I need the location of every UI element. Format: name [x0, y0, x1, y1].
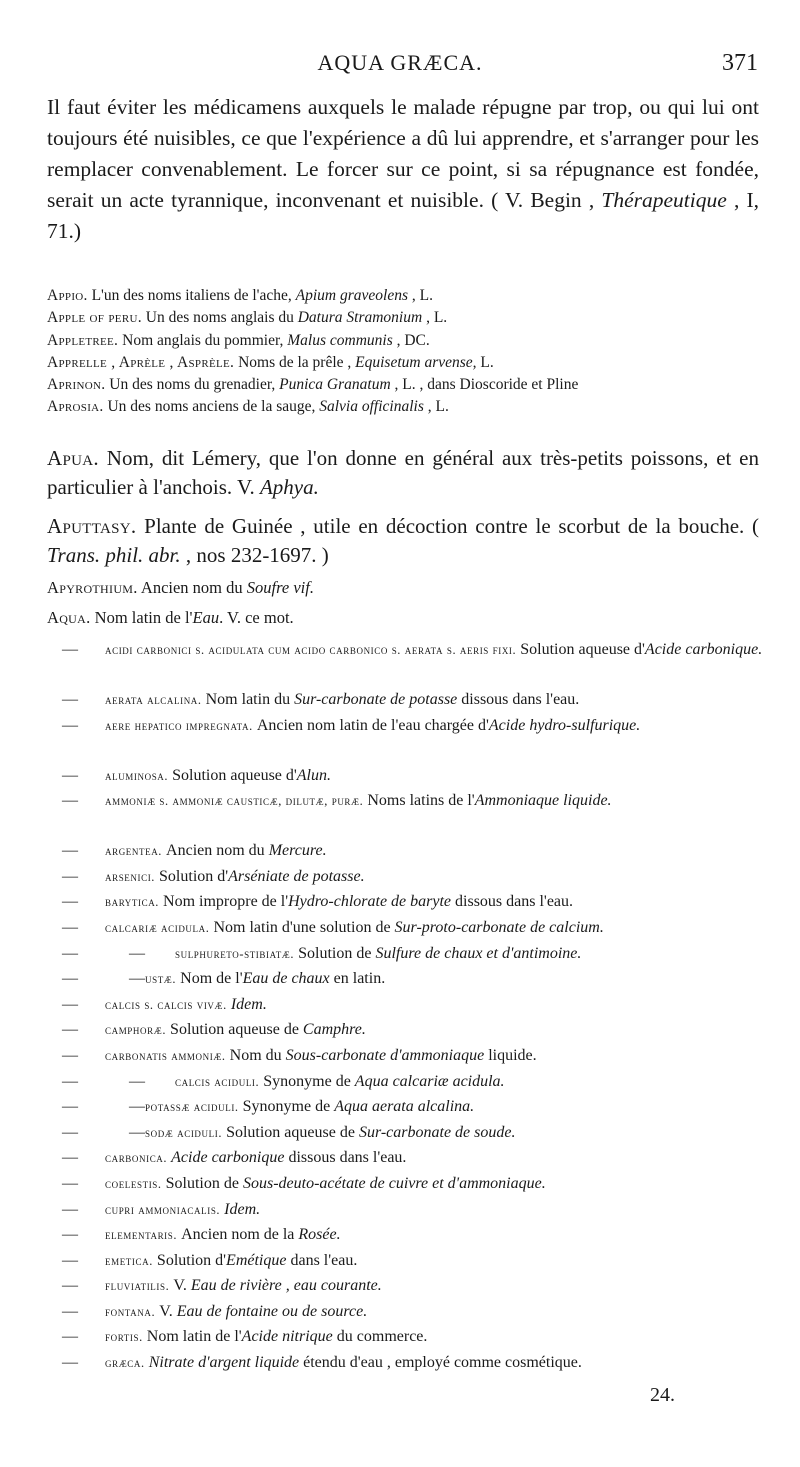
- sub-entry-pre: Ancien nom latin de l'eau chargée d': [256, 716, 489, 734]
- sub-entry-keyword: græca.: [105, 1356, 145, 1371]
- entry-post: , DC.: [396, 331, 430, 349]
- entry-head: Aqua.: [47, 608, 91, 627]
- sub-entry-pre: Solution de: [298, 944, 372, 962]
- sub-entry-post: en latin.: [333, 970, 386, 988]
- sub-entry-text: [105, 992, 767, 1016]
- sub-entry-keyword: barytica.: [105, 895, 160, 910]
- dash-mark: —: [62, 1021, 78, 1039]
- sub-entry-italic: Eau de rivière , eau courante.: [190, 1277, 382, 1295]
- sub-entry-italic: Aqua aerata alcalina.: [334, 1098, 475, 1116]
- sub-entry-italic: Mercure.: [268, 842, 327, 860]
- sub-entry-post: du commerce.: [336, 1328, 428, 1346]
- sub-entry-text: [145, 1094, 767, 1118]
- sub-entry-text: [105, 788, 767, 812]
- dash-mark: —: [62, 1174, 78, 1192]
- entry-italic: Soufre vif.: [246, 578, 314, 597]
- sub-entry-keyword: aere hepatico impregnata.: [105, 718, 253, 733]
- dash-mark: —: [129, 1098, 145, 1116]
- sub-entry-text: [105, 1043, 767, 1067]
- entry-head: Apua.: [47, 446, 99, 470]
- sub-entry-text: [105, 1248, 767, 1272]
- sub-entry-italic: Eau de fontaine ou de source.: [176, 1302, 368, 1320]
- dash-mark: —: [62, 716, 78, 734]
- sub-entry: [47, 915, 767, 941]
- running-title: AQUA GRÆCA.: [317, 50, 483, 75]
- entry-italic: Salvia officinalis: [319, 398, 424, 416]
- sub-entry-keyword: argentea.: [105, 844, 163, 859]
- sub-entry-keyword: calcis s. calcis vivæ.: [105, 997, 227, 1012]
- sub-entry: [47, 1145, 767, 1171]
- sub-entry-keyword: potassæ aciduli.: [145, 1100, 239, 1115]
- sub-entry: [47, 1350, 767, 1376]
- dash-mark: —: [62, 1328, 78, 1346]
- entry-head: Apyrothium.: [47, 578, 138, 597]
- sub-entry: [47, 966, 767, 992]
- sub-entry-keyword: calcariæ acidula.: [105, 920, 210, 935]
- sub-entry: [47, 1171, 767, 1197]
- entry-aqua: [47, 607, 759, 629]
- sub-entry-text: [105, 889, 767, 913]
- sub-entry-text: [105, 1350, 767, 1374]
- entry-italic: Trans. phil. abr.: [47, 543, 181, 567]
- sub-entry-post: étendu d'eau , employé comme cosmétique.: [303, 1354, 582, 1372]
- entry-italic: Aphya.: [259, 475, 319, 499]
- sub-entry-italic: Arséniate de potasse.: [228, 867, 365, 885]
- entry-head: Apple of peru.: [47, 309, 142, 327]
- sub-entry-post: dissous dans l'eau.: [288, 1149, 407, 1167]
- sub-entry-keyword: carbonatis ammoniæ.: [105, 1048, 226, 1063]
- sub-entry: [47, 713, 767, 763]
- entry-text: Un des noms anciens de la sauge,: [107, 398, 316, 416]
- sub-entry-text: [105, 1197, 767, 1221]
- sub-entry: [47, 1324, 767, 1350]
- sub-entry-italic: Aqua calcariæ acidula.: [354, 1072, 505, 1090]
- entry-italic: Punica Granatum: [279, 376, 391, 394]
- entry-italic: Equisetum arvense,: [355, 353, 477, 371]
- sub-entry-post: dissous dans l'eau.: [461, 691, 580, 708]
- entry-post: . V. ce mot.: [219, 608, 294, 627]
- sub-entry-text: [105, 1017, 767, 1041]
- small-entries: [47, 285, 759, 419]
- intro-ref-tail: , I, 71.): [47, 188, 760, 243]
- sub-entry-italic: Camphre.: [302, 1021, 366, 1039]
- entry-head: Aputtasy.: [47, 514, 137, 538]
- sub-entry-italic: Sur-carbonate de soude.: [358, 1123, 516, 1141]
- sub-entry-pre: Nom latin du: [205, 691, 291, 708]
- intro-ref-italic: Thérapeutique: [601, 188, 727, 212]
- entry-italic: Eau: [192, 608, 220, 627]
- sub-entry-text: [105, 1299, 767, 1323]
- sub-entry-text: [105, 1145, 767, 1169]
- sub-entry-text: [175, 941, 767, 965]
- dash-mark: —: [62, 691, 78, 708]
- dash-mark: —: [62, 970, 78, 988]
- sub-entry-italic: Alun.: [296, 766, 331, 784]
- entry-apprelle: [47, 352, 759, 374]
- entry-apyrothium: [47, 577, 759, 599]
- entry-text: Noms de la prêle ,: [238, 353, 352, 371]
- sub-entry-post: dissous dans l'eau.: [455, 893, 574, 911]
- dash-mark: —: [129, 970, 145, 988]
- sub-entry-italic: Acide carbonique: [171, 1149, 285, 1167]
- sub-entry-italic: Sous-deuto-acétate de cuivre et d'ammoniaque.: [242, 1174, 546, 1192]
- sub-entry-text: [105, 687, 767, 711]
- dash-mark: —: [62, 1277, 78, 1295]
- sub-entry-pre: Noms latins de l': [367, 792, 475, 810]
- dash-mark: —: [62, 1302, 78, 1320]
- sub-entry: [47, 1273, 767, 1299]
- sub-entry: [47, 1094, 767, 1120]
- sub-entry-text: [105, 1222, 767, 1246]
- sub-entry-pre: Ancien nom de la: [181, 1226, 295, 1244]
- sub-entry-pre: Solution aqueuse d': [172, 766, 297, 784]
- entry-italic: Malus communis: [287, 331, 393, 349]
- sub-entry-pre: Solution aqueuse de: [226, 1123, 355, 1141]
- entry-head: Appio.: [47, 287, 88, 304]
- entry-text: L'un des noms italiens de l'ache,: [91, 287, 292, 304]
- sub-entry-pre: Nom latin d'une solution de: [213, 918, 391, 936]
- entry-post: , L.: [411, 287, 433, 304]
- entry-text: Nom, dit Lémery, que l'on donne en général aux très-petits poissons, et en particulier à l'anchois. V.: [47, 446, 760, 499]
- sub-entry-keyword: calcis aciduli.: [175, 1074, 260, 1089]
- sub-entry-keyword: aluminosa.: [105, 768, 169, 783]
- sub-entry: [47, 1222, 767, 1248]
- sub-entry: [47, 763, 767, 789]
- sub-entry-pre: Solution aqueuse de: [170, 1021, 299, 1039]
- entry-apua: [47, 444, 759, 502]
- entry-text: Plante de Guinée , utile en décoction contre le scorbut de la bouche. (: [144, 514, 759, 538]
- sub-entry-text: [105, 1273, 767, 1297]
- sub-entry: [47, 637, 767, 687]
- sub-entry: [47, 838, 767, 864]
- sub-entry-keyword: sodæ aciduli.: [145, 1125, 223, 1140]
- sub-entry-keyword: camphoræ.: [105, 1023, 167, 1038]
- dash-mark: —: [62, 842, 78, 860]
- dash-mark: —: [62, 1354, 78, 1372]
- sub-entry-text: [105, 763, 767, 787]
- sub-entry-keyword: carbonica.: [105, 1151, 168, 1166]
- dash-mark: —: [62, 766, 78, 784]
- dash-mark: —: [62, 867, 78, 885]
- sub-entry-text: [105, 838, 767, 862]
- sub-entry-keyword: emetica.: [105, 1253, 153, 1268]
- entry-aputtasy: [47, 512, 759, 570]
- sub-entry-italic: Nitrate d'argent liquide: [148, 1354, 300, 1372]
- sub-entry-keyword: cupri ammoniacalis.: [105, 1202, 221, 1217]
- sub-entry: [47, 1069, 767, 1095]
- sub-entry-text: [105, 915, 767, 939]
- sub-entry-italic: Idem.: [224, 1200, 261, 1218]
- entry-post: , nos 232-1697. ): [185, 543, 329, 567]
- sub-entry-keyword: coelestis.: [105, 1176, 162, 1191]
- sub-entry-italic: Sulfure de chaux et d'antimoine.: [375, 944, 582, 962]
- sub-entry-keyword: aerata alcalina.: [105, 693, 202, 707]
- sub-entry-text: [145, 1120, 767, 1144]
- sub-entry-text: [105, 1171, 767, 1195]
- sub-entry: [47, 941, 767, 967]
- sub-entry-keyword: fortis.: [105, 1330, 143, 1345]
- entry-post: , L.: [427, 398, 449, 416]
- dash-mark: —: [62, 918, 78, 936]
- sub-entry-pre: Solution aqueuse d': [520, 641, 645, 658]
- sub-entry-keyword: sulphureto-stibiatæ.: [175, 946, 295, 961]
- dash-mark: —: [129, 944, 145, 962]
- entry-post: , L. , dans Dioscoride et Pline: [394, 376, 579, 394]
- sub-entry-pre: Nom latin de l': [146, 1328, 242, 1346]
- dash-mark: —: [62, 1072, 78, 1090]
- entry-text: Un des noms du grenadier,: [109, 376, 276, 394]
- dash-mark: —: [62, 1046, 78, 1064]
- sub-entry: [47, 864, 767, 890]
- entry-head: Appletree.: [47, 331, 119, 349]
- sub-entry-text: [105, 864, 767, 888]
- sub-entry: [47, 1197, 767, 1223]
- sub-entry-keyword: fontana.: [105, 1304, 156, 1319]
- sub-entry-pre: Solution de: [165, 1174, 239, 1192]
- sub-entry-italic: Acide hydro-sulfurique.: [488, 716, 641, 734]
- entry-post: L.: [480, 353, 494, 371]
- dash-mark: —: [62, 641, 78, 658]
- sub-entry-italic: Sur-carbonate de potasse: [294, 691, 458, 708]
- dash-mark: —: [62, 792, 78, 810]
- sub-entry: [47, 1043, 767, 1069]
- entry-text: Un des noms anglais du: [145, 309, 294, 327]
- sub-entry-italic: Rosée.: [298, 1226, 341, 1244]
- dash-mark: —: [62, 944, 78, 962]
- sub-entry-keyword: arsenici.: [105, 869, 156, 884]
- sub-entry-italic: Eau de chaux: [242, 970, 330, 988]
- sub-entry-post: liquide.: [488, 1046, 537, 1064]
- sub-entry: [47, 1248, 767, 1274]
- sub-entry: [47, 1120, 767, 1146]
- sub-entry-italic: Idem.: [230, 995, 267, 1013]
- sub-entry-pre: Nom impropre de l': [163, 893, 289, 911]
- sub-entry: [47, 992, 767, 1018]
- sub-entry-pre: Ancien nom du: [166, 842, 265, 860]
- sub-entry-keyword: elementaris.: [105, 1228, 178, 1243]
- sub-entry-italic: Ammoniaque liquide.: [474, 792, 612, 810]
- sub-entry: [47, 687, 767, 713]
- entry-italic: Apium graveolens: [295, 287, 408, 304]
- sub-entry-pre: V.: [173, 1277, 187, 1295]
- dash-mark: —: [62, 995, 78, 1013]
- entry-aprosia: [47, 396, 759, 418]
- sub-entry-italic: Acide carbonique.: [644, 641, 763, 658]
- entry-aprinon: [47, 374, 759, 396]
- dash-mark: —: [62, 893, 78, 911]
- sub-entry-italic: Sous-carbonate d'ammoniaque: [285, 1046, 485, 1064]
- intro-text: Il faut éviter les médicamens auxquels le malade répugne par trop, ou qui lui ont toujours été nuisibles, ce que l'expérience a dû lui apprendre, et s'arranger pour les remplacer convenablement. Le forcer sur ce point, si sa répugnance est fondée, serait un acte tyrannique, inconvenant et nuisible. ( V. Begin ,: [47, 95, 759, 212]
- dash-mark: —: [129, 1123, 145, 1141]
- sub-entry-keyword: acidi carbonici s. acidulata cum acido carbonico s. aerata s. aeris fixi.: [105, 643, 517, 657]
- sub-entry: [47, 788, 767, 838]
- dash-mark: —: [62, 1200, 78, 1218]
- page-header: [0, 50, 800, 82]
- sub-entry-italic: Emétique: [226, 1251, 287, 1269]
- sub-entry-keyword: ammoniæ s. ammoniæ causticæ, dilutæ, puræ.: [105, 794, 364, 809]
- sub-entry-italic: Hydro-chlorate de baryte: [288, 893, 452, 911]
- sub-entry-pre: Nom du: [229, 1046, 282, 1064]
- entry-post: , L.: [426, 309, 448, 327]
- sub-entry-pre: Solution d': [159, 867, 229, 885]
- dash-mark: —: [62, 1251, 78, 1269]
- sub-entry-post: dans l'eau.: [290, 1251, 358, 1269]
- entry-appio: [47, 285, 759, 307]
- entry-text: Nom latin de l': [94, 608, 193, 627]
- entry-text: Nom anglais du pommier,: [122, 331, 284, 349]
- signature-mark: 24.: [650, 1384, 675, 1406]
- sub-entry-keyword: ustæ.: [145, 972, 177, 987]
- aqua-sub-entries: [47, 637, 767, 1376]
- dash-mark: —: [129, 1072, 145, 1090]
- sub-entry-text: [105, 637, 767, 661]
- sub-entry-pre: Synonyme de: [242, 1098, 331, 1116]
- sub-entry-pre: V.: [159, 1302, 173, 1320]
- page-number: 371: [722, 50, 758, 76]
- sub-entry: [47, 1299, 767, 1325]
- entry-head: Aprosia.: [47, 398, 104, 416]
- entry-head: Apprelle , Aprèle , Asprèle.: [47, 353, 235, 371]
- sub-entry-italic: Acide nitrique: [241, 1328, 333, 1346]
- intro-paragraph: [47, 92, 759, 247]
- dash-mark: —: [62, 1149, 78, 1167]
- entry-italic: Datura Stramonium: [297, 309, 423, 327]
- sub-entry-pre: Nom de l': [180, 970, 243, 988]
- sub-entry-text: [105, 713, 767, 737]
- entry-head: Aprinon.: [47, 376, 106, 394]
- sub-entry-text: [105, 1324, 767, 1348]
- sub-entry-pre: Synonyme de: [263, 1072, 351, 1090]
- entry-text: Ancien nom du: [140, 578, 243, 597]
- sub-entry-italic: Sur-proto-carbonate de calcium.: [394, 918, 604, 936]
- entry-appletree: [47, 330, 759, 352]
- sub-entry-text: [175, 1069, 767, 1093]
- sub-entry: [47, 889, 767, 915]
- sub-entry-pre: Solution d': [156, 1251, 227, 1269]
- dash-mark: —: [62, 1098, 78, 1116]
- sub-entry: [47, 1017, 767, 1043]
- sub-entry-keyword: fluviatilis.: [105, 1279, 170, 1294]
- entry-apple-of-peru: [47, 307, 759, 329]
- dash-mark: —: [62, 1226, 78, 1244]
- sub-entry-text: [145, 966, 767, 990]
- dash-mark: —: [62, 1123, 78, 1141]
